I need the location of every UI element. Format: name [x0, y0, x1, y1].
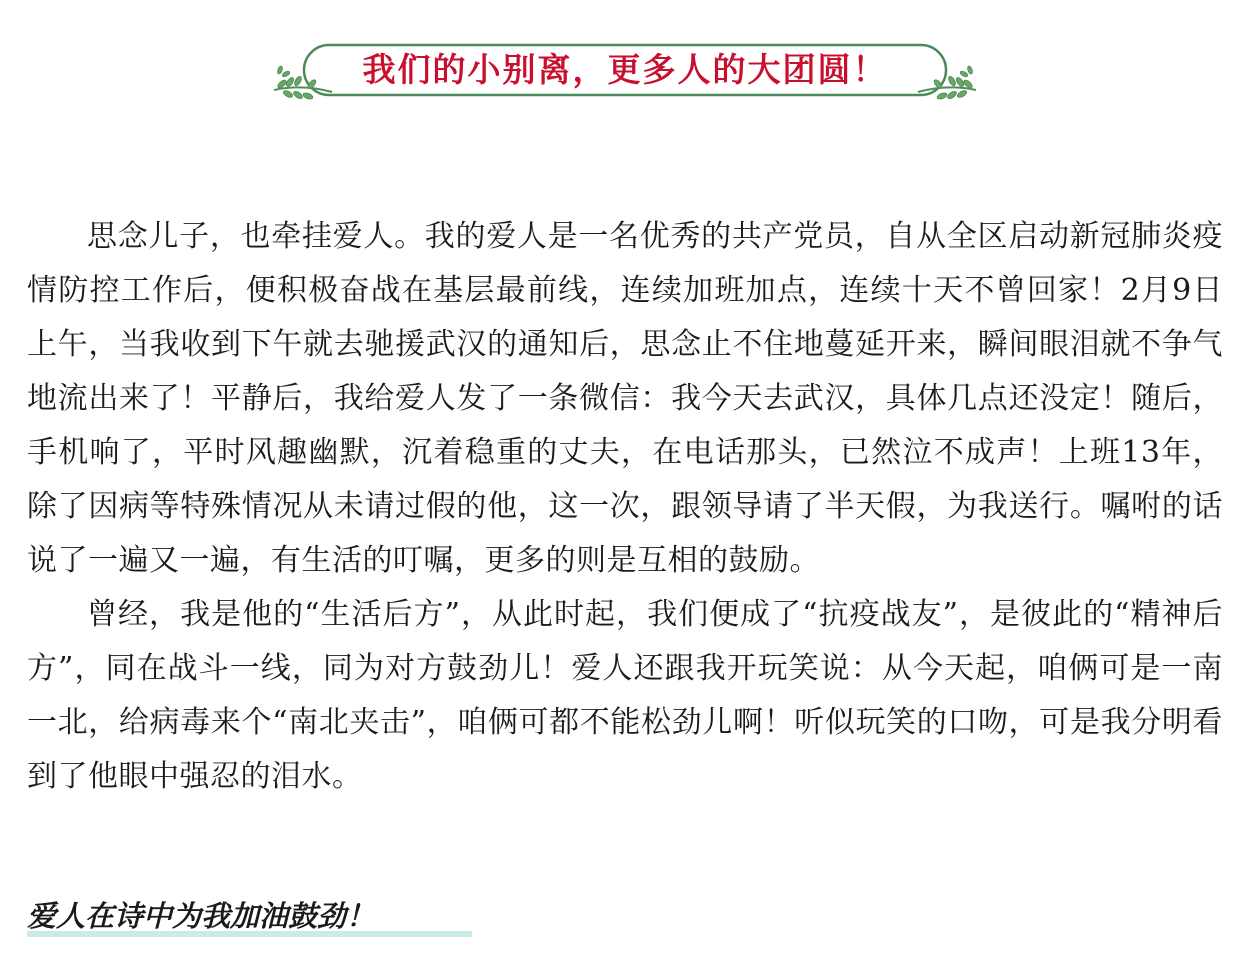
paragraph: 思念儿子，也牵挂爱人。我的爱人是一名优秀的共产党员，自从全区启动新冠肺炎疫情防控工作后，便积极奋战在基层最前线，连续加班加点，连续十天不曾回家！2月9日上午，当我收到下午就去驰援武汉的通知后，思念止不住地蔓延开来，瞬间眼泪就不争气地流出来了！平静后，我给爱人发了一条微信：我今天去武汉，具体几点还没定！随后，手机响了，平时风趣幽默，沉着稳重的丈夫，在电话那头，已然泣不成声！上班13年，除了因病等特殊情况从未请过假的他，这一次，跟领导请了半天假，为我送行。嘱咐的话说了一遍又一遍，有生活的叮嘱，更多的则是互相的鼓励。: [27, 219, 1223, 578]
section-subheading: [27, 895, 472, 941]
title-banner: [272, 40, 978, 102]
article-body: [27, 210, 1223, 804]
banner-title: 我们的小别离，更多人的大团圆！: [362, 50, 888, 89]
subheading-text: 爱人在诗中为我加油鼓劲！: [27, 899, 376, 933]
paragraph: 曾经，我是他的“生活后方”，从此时起，我们便成了“抗疫战友”，是彼此的“精神后方”，同在战斗一线，同为对方鼓劲儿！爱人还跟我开玩笑说：从今天起，咱俩可是一南一北，给病毒来个“南北夹击”，咱俩可都不能松劲儿啊！听似玩笑的口吻，可是我分明看到了他眼中强忍的泪水。: [27, 597, 1223, 794]
